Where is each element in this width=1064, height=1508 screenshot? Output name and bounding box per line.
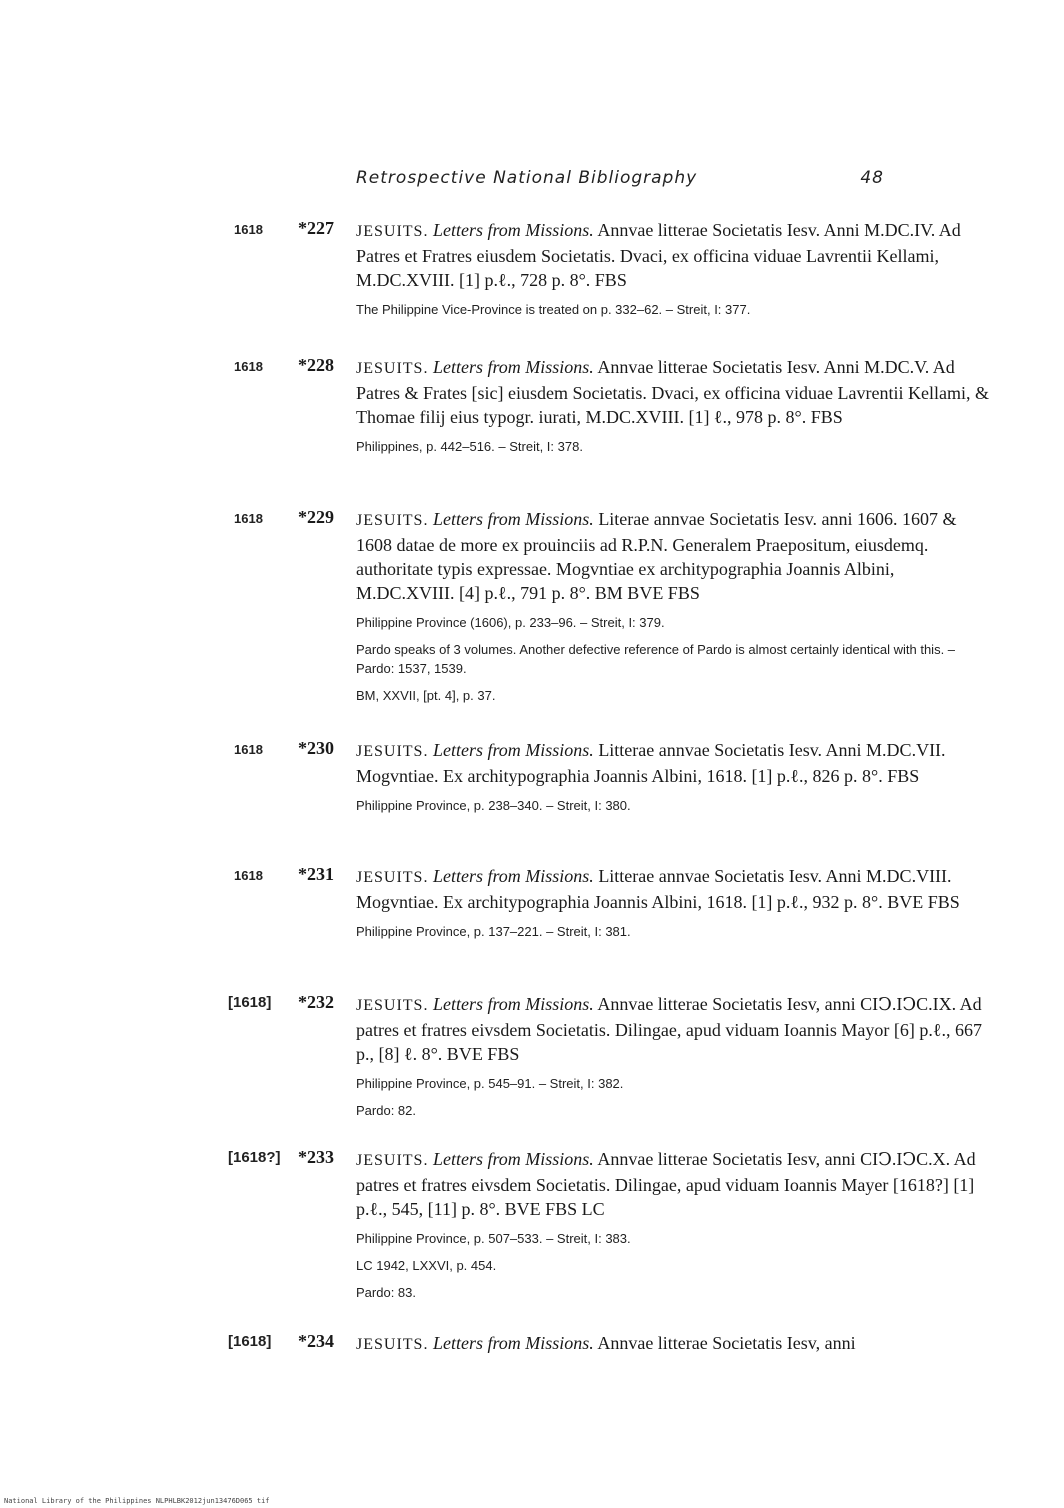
entry-note: Philippine Province (1606), p. 233–96. – Streit, I: 379. — [356, 615, 665, 630]
entry-year: 1618 — [234, 868, 263, 883]
running-head — [356, 168, 884, 194]
entry-text: Annvae litterae Societatis Iesv. Anni M.DC.V. Ad Patres & Frates [sic] eiusdem Societatis. Dvaci, ex officina viduae Lavrentii Kellami, & Thomae filij eius typogr. iurati, M.DC.XVIII. [1] ℓ., 978 p. 8°. FBS — [356, 357, 989, 427]
entry-number: *228 — [298, 355, 334, 375]
entry-citation — [356, 1147, 996, 1221]
entry-text: Annvae litterae Societatis Iesv, anni — [597, 1333, 856, 1353]
entry-series: Letters from Missions. — [432, 509, 594, 529]
entry-author: JESUITS. — [356, 997, 429, 1014]
entry-author: JESUITS. — [356, 360, 429, 377]
entry-text: Literae annvae Societatis Iesv. anni 1606. 1607 & 1608 datae de more ex prouinciis ad R.P.N. Generalem Praepositum, eiusdemq. authoritate typis expressae. Mogvntiae ex architypographia Joannis Albini, M.DC.XVIII. [4] p.ℓ., 791 p. 8°. BM BVE FBS — [356, 509, 957, 603]
entry-note: Philippine Province, p. 238–340. – Streit, I: 380. — [356, 798, 631, 813]
entry-series: Letters from Missions. — [432, 866, 594, 886]
entry-body — [356, 355, 996, 456]
scan-label: National Library of the Philippines NLPHLBK2012jun13476D065 tif — [4, 1497, 270, 1505]
entry-body — [356, 864, 996, 941]
entry-note: Philippine Province, p. 545–91. – Streit, I: 382. — [356, 1076, 624, 1091]
entry-note: Pardo speaks of 3 volumes. Another defective reference of Pardo is almost certainly identical with this. – Pardo: 1537, 1539. — [356, 642, 956, 676]
entry-series: Letters from Missions. — [432, 994, 594, 1014]
entry-citation — [356, 507, 996, 605]
entry-body — [356, 507, 996, 705]
entry-note: Pardo: 83. — [356, 1285, 416, 1300]
entry-note: BM, XXVII, [pt. 4], p. 37. — [356, 688, 496, 703]
entry-series: Letters from Missions. — [432, 740, 594, 760]
entry-text: Annvae litterae Societatis Iesv. Anni M.DC.IV. Ad Patres et Fratres eiusdem Societatis. Dvaci, ex officina viduae Lavrentii Kellami, M.DC.XVIII. [1] p.ℓ., 728 p. 8°. FBS — [356, 220, 961, 290]
running-head-title: Retrospective National Bibliography — [356, 168, 698, 188]
entry-body — [356, 1147, 996, 1302]
entry-text: Litterae annvae Societatis Iesv. Anni M.DC.VII. Mogvntiae. Ex architypographia Joannis Albini, 1618. [1] p.ℓ., 826 p. 8°. FBS — [356, 740, 946, 786]
entry-body — [356, 218, 996, 319]
entry-citation — [356, 864, 996, 914]
entry-year: 1618 — [234, 222, 263, 237]
entry-year: 1618 — [234, 359, 263, 374]
entry-series: Letters from Missions. — [432, 220, 594, 240]
page-number: 48 — [860, 168, 884, 188]
entry-author: JESUITS. — [356, 512, 429, 529]
entry-year: 1618 — [234, 511, 263, 526]
entry-text: Litterae annvae Societatis Iesv. Anni M.DC.VIII. Mogvntiae. Ex architypographia Joannis Albini, 1618. [1] p.ℓ., 932 p. 8°. BVE FBS — [356, 866, 960, 912]
entry-note: The Philippine Vice-Province is treated on p. 332–62. – Streit, I: 377. — [356, 302, 751, 317]
entry-note: Philippine Province, p. 507–533. – Streit, I: 383. — [356, 1231, 631, 1246]
entry-body — [356, 738, 996, 815]
entry-number: *234 — [298, 1331, 334, 1351]
entry-author: JESUITS. — [356, 743, 429, 760]
entry-body — [356, 1331, 996, 1357]
entry-citation — [356, 355, 996, 429]
entry-note: Pardo: 82. — [356, 1103, 416, 1118]
entry-note: LC 1942, LXXVI, p. 454. — [356, 1258, 497, 1273]
entry-year: [1618?] — [228, 1149, 281, 1166]
entry-text: Annvae litterae Societatis Iesv, anni CIↃ.IↃC.IX. Ad patres et fratres eivsdem Societatis. Dilingae, apud viduam Ioannis Mayor [6] p.ℓ., 667 p., [8] ℓ. 8°. BVE FBS — [356, 994, 982, 1064]
entry-number: *233 — [298, 1147, 334, 1167]
entry-number: *229 — [298, 507, 334, 527]
entry-author: JESUITS. — [356, 1152, 429, 1169]
entry-year: 1618 — [234, 742, 263, 757]
entry-citation — [356, 992, 996, 1066]
entry-note: Philippines, p. 442–516. – Streit, I: 378. — [356, 439, 583, 454]
entry-number: *230 — [298, 738, 334, 758]
entry-author: JESUITS. — [356, 869, 429, 886]
entry-citation — [356, 738, 996, 788]
entry-author: JESUITS. — [356, 223, 429, 240]
entry-year: [1618] — [228, 994, 272, 1011]
entry-year: [1618] — [228, 1333, 272, 1350]
entry-text: Annvae litterae Societatis Iesv, anni CIↃ.IↃC.X. Ad patres et fratres eivsdem Societatis. Dilingae, apud viduam Ioannis Mayer [1618?] [1] p.ℓ., 545, [11] p. 8°. BVE FBS LC — [356, 1149, 976, 1219]
entry-citation — [356, 218, 996, 292]
entry-series: Letters from Missions. — [432, 1333, 594, 1353]
entry-series: Letters from Missions. — [432, 357, 594, 377]
entry-author: JESUITS. — [356, 1336, 429, 1353]
entry-body — [356, 992, 996, 1120]
entry-number: *231 — [298, 864, 334, 884]
entry-number: *232 — [298, 992, 334, 1012]
entry-note: Philippine Province, p. 137–221. – Streit, I: 381. — [356, 924, 631, 939]
entry-number: *227 — [298, 218, 334, 238]
entry-citation — [356, 1331, 996, 1357]
entry-series: Letters from Missions. — [432, 1149, 594, 1169]
